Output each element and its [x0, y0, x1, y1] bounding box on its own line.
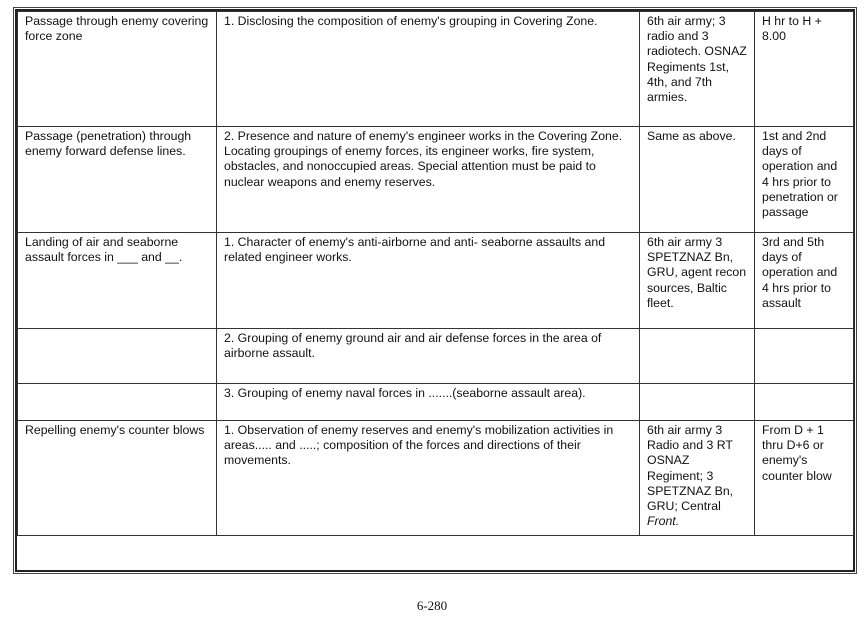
- task-cell: [217, 384, 640, 421]
- stage-cell: [18, 329, 217, 384]
- time-cell: [755, 12, 854, 127]
- table-row: [18, 233, 854, 329]
- task-text: 3. Grouping of enemy naval forces in .......(seaborne assault area).: [224, 386, 586, 400]
- task-text: 1. Disclosing the composition of enemy's grouping in Covering Zone.: [224, 14, 598, 28]
- time-text: 3rd and 5th days of operation and 4 hrs prior to assault: [762, 235, 838, 310]
- stage-text: Passage (penetration) through enemy forward defense lines.: [25, 129, 192, 159]
- time-cell: [755, 233, 854, 329]
- stage-cell: [18, 233, 217, 329]
- task-text: 1. Observation of enemy reserves and enemy's mobilization activities in areas..... and .....; composition of the forces and directions of their movements.: [224, 423, 614, 468]
- stage-text: Landing of air and seaborne assault forces in ___ and __.: [25, 235, 183, 265]
- table-row: [18, 421, 854, 536]
- time-cell: [755, 421, 854, 536]
- time-text: H hr to H + 8.00: [762, 14, 822, 44]
- table-row: [18, 329, 854, 384]
- task-text: 2. Presence and nature of enemy's engineer works in the Covering Zone. Locating groupings of enemy forces, its engineer works, fire system, obstacles, and nonoccupied areas. Special attention must be paid to nuclear weapons and enemy reserves.: [224, 129, 623, 189]
- table-row: [18, 384, 854, 421]
- forces-text: Same as above.: [647, 129, 736, 143]
- forces-cell: [640, 384, 755, 421]
- task-cell: [217, 421, 640, 536]
- forces-cell: [640, 421, 755, 536]
- time-cell: [755, 384, 854, 421]
- task-cell: [217, 127, 640, 233]
- stage-text: Passage through enemy covering force zone: [25, 14, 209, 44]
- time-cell: [755, 329, 854, 384]
- forces-text: 6th air army 3 SPETZNAZ Bn, GRU, agent recon sources, Baltic fleet.: [647, 235, 747, 310]
- task-text: 1. Character of enemy's anti-airborne and anti- seaborne assaults and related engineer works.: [224, 235, 606, 265]
- forces-cell: [640, 12, 755, 127]
- table-row: [18, 12, 854, 127]
- time-text: From D + 1 thru D+6 or enemy's counter blow: [762, 423, 832, 483]
- stage-cell: [18, 127, 217, 233]
- task-cell: [217, 329, 640, 384]
- task-text: 2. Grouping of enemy ground air and air defense forces in the area of airborne assault.: [224, 331, 602, 361]
- table-row: [18, 127, 854, 233]
- stage-cell: [18, 384, 217, 421]
- time-cell: [755, 127, 854, 233]
- forces-italic-text: Front.: [647, 514, 680, 529]
- time-text: 1st and 2nd days of operation and 4 hrs prior to penetration or passage: [762, 129, 838, 220]
- task-cell: [217, 233, 640, 329]
- forces-cell: [640, 127, 755, 233]
- forces-text: 6th air army; 3 radio and 3 radiotech. OSNAZ Regiments 1st, 4th, and 7th armies.: [647, 14, 747, 105]
- stage-cell: [18, 12, 217, 127]
- forces-text: 6th air army 3 Radio and 3 RT OSNAZ Regiment; 3 SPETZNAZ Bn, GRU; Central: [647, 423, 734, 514]
- forces-cell: [640, 233, 755, 329]
- operations-table: [17, 11, 854, 536]
- task-cell: [217, 12, 640, 127]
- stage-text: Repelling enemy's counter blows: [25, 423, 205, 437]
- stage-cell: [18, 421, 217, 536]
- forces-cell: [640, 329, 755, 384]
- page-number: 6-280: [416, 598, 448, 613]
